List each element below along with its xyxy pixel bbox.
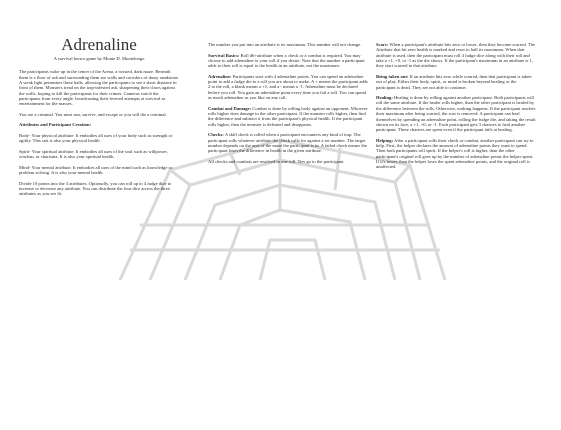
paragraph <box>208 159 368 164</box>
paragraph-text: The participants wake up in the center of the Arena, a twisted, dark maze. Beneath them is a floor of ash and surrounding them are walls and corridors of dusty sandstone. A weak light permeates these halls, allowing the participants to see a short distance in front of them. Monsters tread on the trap-infested ash, sharpening their claws against the walls, hoping to kill the participants for their crimes. Cameras watch the participants from every angle, broadcasting their fevered attempts at survival as entertainment for the masses. <box>19 69 179 107</box>
paragraph <box>19 149 179 160</box>
section-heading: Checks: <box>208 132 224 138</box>
paragraph <box>376 95 536 132</box>
paragraph-text: You are a criminal. You must run, survive, and escape or you will die a criminal. <box>19 111 167 117</box>
paragraph <box>208 74 368 101</box>
paragraph <box>19 165 179 176</box>
paragraph-text: Participants start with 4 adrenaline points. You can spend an adrenaline point to add a fudge die to a roll you are about to make. A + means the participant adds 2 to the roll, a blank means a +1, and a - means a -1. Adrenaline must be declared before you roll. You gain an adrenaline point every time you fail a roll. You can spend as much adrenaline as you like on any roll. <box>208 73 368 101</box>
column-3 <box>376 42 536 175</box>
paragraph-text: Roll d6+attribute when a check or a combat is required. You may choose to add adrenaline to your roll if you desire. Note that the number a participant adds to their roll is equal to the health in an attribute, not the maximum. <box>208 52 365 69</box>
paragraph-text: The number you put into an attribute is its maximum. This number will not change. <box>208 42 362 47</box>
paragraph <box>208 53 368 69</box>
paragraph <box>376 42 536 69</box>
paragraph <box>19 133 179 144</box>
section-heading: Scars: <box>376 42 389 47</box>
paragraph-text: Spirit- Your spiritual attribute. It embodies all uses of the soul such as willpower, wisdom, or charisma. It is also your spiritual health. <box>19 148 168 160</box>
paragraph <box>208 132 368 153</box>
paragraph-text: All checks and combats are resolved in one roll. Ties go to the participant. <box>208 158 345 164</box>
paragraph <box>208 42 368 47</box>
section-heading: Being taken out: <box>376 73 409 79</box>
paragraph-text: Combat is done by rolling body against an opponent. Whoever rolls higher does damage to the other participant. If the monster rolls higher, then find the difference and subtract it from the participant's physical health. If the participant rolls higher, then the monster is defeated and disappears. <box>208 105 368 127</box>
doc-title: Adrenaline <box>61 35 137 54</box>
paragraph-text: Body- Your physical attribute. It embodies all uses of your body such as strength or agility. This stat is also your physical health. <box>19 133 173 144</box>
doc-subtitle: A survival horror game by Monte D. Montelongo <box>53 56 145 61</box>
paragraph-text: A skill check is rolled when a participant encounters any kind of trap. The participant rolls whatever attribute the check calls for against a set number. The target number depends on the area of the maze the participant is in. A failed check means the participant loses the difference in health in the given attribute. <box>208 132 367 154</box>
paragraph <box>376 138 536 170</box>
paragraph-text: After a participant rolls their check or combat, another participant can try to help. First, the helper declares the amount of adrenaline points they want to spend. Then both participants roll spirit. If the helper's roll is higher, than the other participant's original roll goes up by the number of adrenaline points the helper spent. If it's lower, than the helper loses the spent adrenaline points, and the original roll is unaffected. <box>376 137 534 170</box>
paragraph <box>208 106 368 127</box>
column-2 <box>208 42 368 169</box>
section-heading: Adrenaline: <box>208 73 232 79</box>
paragraph-text: When a participant's attribute hits zero or lower, then they become scarred. The Attribute that hit zero health is marked and reset to half its maximum. When that attribute is used, then the participant must roll 4 fudge dice along with their roll and take a +1, +0, or -1 as the die shows. If the participant's maximum in an attribute is 1, they start scarred in that attribute. <box>376 42 536 69</box>
column-1 <box>19 36 179 202</box>
paragraph-text: If an attribute hits zero while scarred, then that participant is taken out of play. Either their body, spirit, or mind is broken beyond healing or the participant is dead. They are not able to continue. <box>376 73 532 90</box>
paragraph <box>19 181 179 197</box>
paragraph-text: Divide 10 points into the 3 attributes. Optionally, you can roll up to 4 fudge dice to increase or decrease any attribute. You can distribute the four dice across the three attributes as you see fit. <box>19 180 172 197</box>
section-heading: Healing: <box>376 95 393 101</box>
section-heading: Helping: <box>376 137 394 143</box>
section-heading: Survival Basics: <box>208 52 240 58</box>
section-heading: Combat and Damage: <box>208 105 252 111</box>
paragraph <box>19 112 179 117</box>
paragraph <box>19 69 179 106</box>
paragraph <box>376 74 536 90</box>
paragraph-text: Mind- Your mental attribute. It embodies all uses of the mind such as knowledge or problem solving. It is also your mental health. <box>19 164 173 176</box>
paragraph-text: Healing is done by rolling against another participant. Both participants will roll the same attribute. If the healer rolls higher, than the other participant is healed by the difference between the rolls. Otherwise, nothing happens. If the participant reaches their maximum after being scarred, the scar is removed. A participant can heal themselves by spending an adrenaline point, rolling the fudge die, and taking the result shown on its face, a +1, +0, or -1. Each participant gets 3 chances to heal another participant. These chances are spent even if the participant fails at healing. <box>376 95 536 133</box>
section-heading: Attributes and Participant Creation: <box>19 122 92 128</box>
paragraph <box>19 122 179 127</box>
